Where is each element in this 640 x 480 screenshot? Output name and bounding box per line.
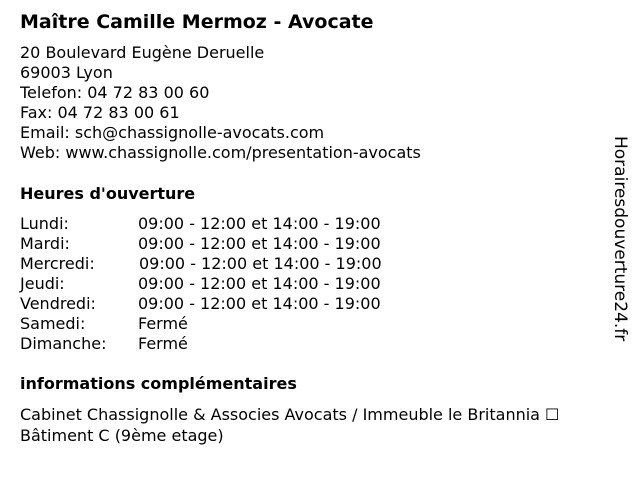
hours-row-saturday <box>20 314 450 334</box>
web-line: Web: www.chassignolle.com/presentation-avocats <box>20 143 421 162</box>
hours-day: Jeudi: <box>20 274 65 293</box>
hours-time: 09:00 - 12:00 et 14:00 - 19:00 <box>139 254 382 273</box>
hours-row-wednesday <box>20 254 450 274</box>
hours-day: Mercredi: <box>20 254 95 273</box>
address-street: 20 Boulevard Eugène Deruelle <box>20 43 265 62</box>
address-city: 69003 Lyon <box>20 63 113 82</box>
info-heading: informations complémentaires <box>20 374 297 393</box>
hours-day: Lundi: <box>20 214 69 233</box>
hours-row-friday <box>20 294 450 314</box>
hours-heading: Heures d'ouverture <box>20 184 196 203</box>
hours-time: Fermé <box>138 314 188 333</box>
hours-day: Mardi: <box>20 234 70 253</box>
phone-line: Telefon: 04 72 83 00 60 <box>20 83 210 102</box>
fax-line: Fax: 04 72 83 00 61 <box>20 103 180 122</box>
hours-row-tuesday <box>20 234 450 254</box>
site-watermark: Horairesdouverture24.fr <box>610 136 630 342</box>
watermark-wrapper <box>610 136 632 346</box>
page-title: Maître Camille Mermoz - Avocate <box>20 11 374 33</box>
hours-row-sunday <box>20 334 450 354</box>
hours-time: Fermé <box>138 334 188 353</box>
hours-day: Samedi: <box>20 314 86 333</box>
info-line: Bâtiment C (9ème etage) <box>20 426 224 445</box>
hours-day: Dimanche: <box>20 334 107 353</box>
info-text <box>20 404 559 446</box>
hours-time: 09:00 - 12:00 et 14:00 - 19:00 <box>138 274 381 293</box>
info-line: Cabinet Chassignolle & Associes Avocats / Immeuble le Britannia ☐ <box>20 405 560 424</box>
hours-time: 09:00 - 12:00 et 14:00 - 19:00 <box>138 214 381 233</box>
contact-block <box>20 43 421 163</box>
hours-table <box>20 214 450 354</box>
hours-time: 09:00 - 12:00 et 14:00 - 19:00 <box>138 294 381 313</box>
hours-row-thursday <box>20 274 450 294</box>
email-line: Email: sch@chassignolle-avocats.com <box>20 123 325 142</box>
hours-row-monday <box>20 214 450 234</box>
hours-day: Vendredi: <box>20 294 96 313</box>
hours-time: 09:00 - 12:00 et 14:00 - 19:00 <box>138 234 381 253</box>
